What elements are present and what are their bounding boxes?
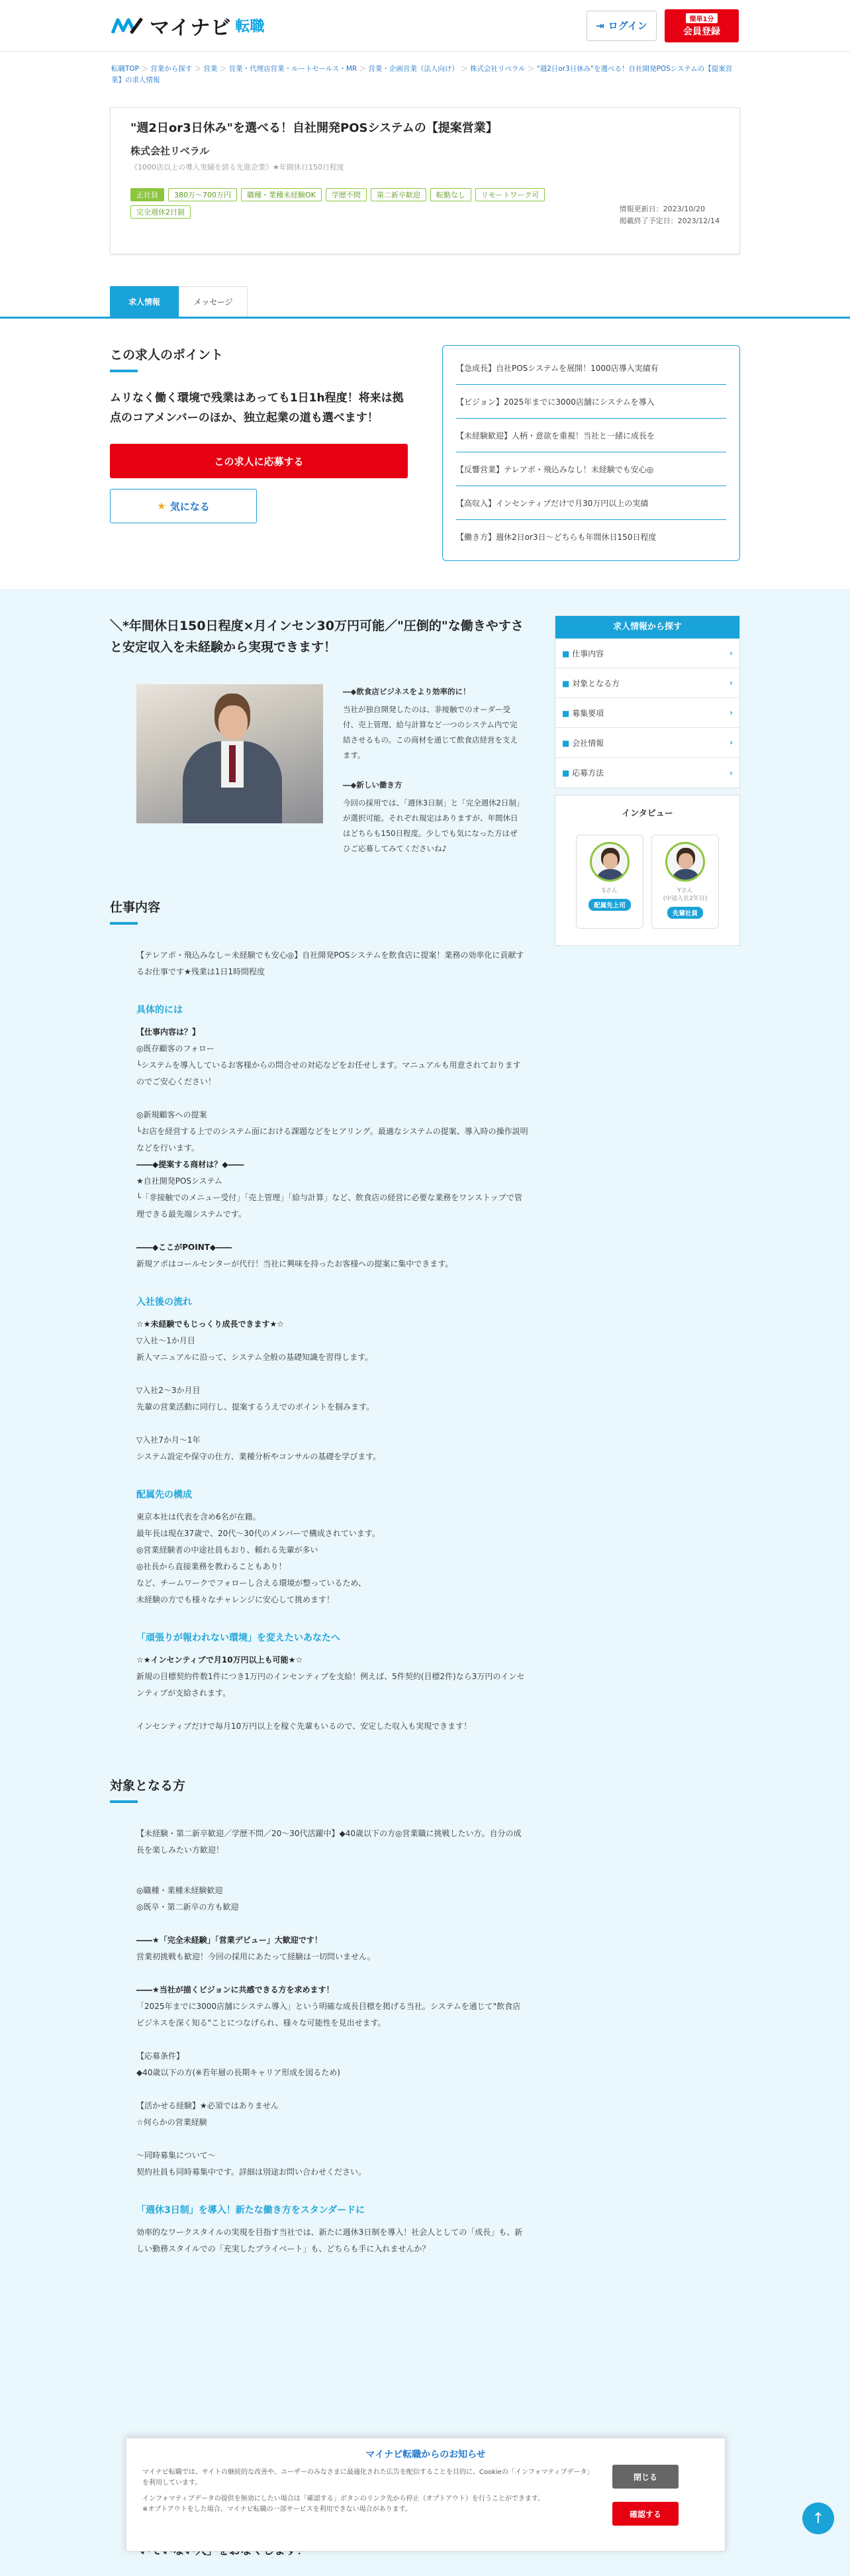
logo[interactable] — [111, 11, 264, 40]
text-line: ◎新規顧客への提案 — [136, 1110, 207, 1119]
job-title: "週2日or3日休み"を選べる！自社開発POSシステムの【提案営業】 — [130, 121, 498, 135]
arrow-up-icon: ↑ — [812, 2510, 825, 2527]
work-subheading: 入社後の流れ — [136, 1297, 192, 1308]
job-tag: リモートワーク可 — [475, 188, 545, 201]
logo-mark-icon — [111, 16, 146, 36]
chevron-right-icon: › — [730, 648, 733, 658]
search-by-section-box — [555, 615, 740, 788]
breadcrumb-item[interactable]: 営業・代理店営業・ルートセールス・MR — [228, 65, 357, 73]
avatar — [590, 842, 630, 882]
site-header — [0, 0, 850, 52]
job-tags — [130, 188, 554, 219]
job-tag: 第二新卒歓迎 — [371, 188, 426, 201]
chevron-right-icon: › — [730, 768, 733, 778]
interview-name: Yさん (中途入社2年目) — [663, 888, 708, 902]
sidebar-link-label: 会社情報 — [572, 738, 604, 748]
sidebar-link[interactable] — [555, 758, 739, 788]
register-label: 会員登録 — [683, 26, 720, 37]
interview-box — [555, 795, 740, 946]
intro-heading: ―◆新しい働き方 — [343, 780, 402, 790]
work-heading: 仕事内容 — [110, 900, 161, 915]
text-line: 〜同時募集について〜 — [136, 2151, 216, 2160]
text-line: 未経験の方でも様々なチャレンジに安心して挑めます！ — [136, 1595, 335, 1604]
sidebar-link[interactable] — [555, 698, 739, 728]
text-bold: ☆★インセンティブで月10万円以上も可能★☆ — [136, 1655, 303, 1665]
sidebar-link-label: 対象となる方 — [572, 678, 620, 688]
point-item: 【ビジョン】2025年までに3000店舗にシステムを導入 — [456, 385, 726, 419]
job-tag: 正社員 — [130, 188, 164, 201]
square-icon: ■ — [562, 678, 570, 688]
target-subheading: 「週休3日制」を導入！新たな働き方をスタンダードに — [136, 2205, 365, 2216]
breadcrumb-item[interactable]: 株式会社リベラル — [470, 65, 526, 73]
text-line: 「2025年までに3000店舗にシステム導入」という明確な成長目標を掲げる当社。システムを通じて"飲食店ビジネスを深く知る"ことにつなげられ、様々な可能性を見出せます。 — [136, 2002, 521, 2028]
avatar — [665, 842, 705, 882]
star-icon: ★ — [157, 500, 166, 512]
sidebar-link[interactable] — [555, 728, 739, 758]
tab-job-info[interactable]: 求人情報 — [110, 286, 179, 317]
sidebar — [555, 615, 740, 946]
text-line: ▽入社2〜3か月目 — [136, 1386, 201, 1395]
register-tag: 簡単1分 — [686, 13, 718, 23]
text-line: 最年長は現在37歳で、20代〜30代のメンバーで構成されています。 — [136, 1529, 380, 1538]
interview-card[interactable] — [576, 835, 643, 929]
points-list — [442, 345, 740, 561]
work-subheading: 「頑張りが報われない環境」を変えたいあなたへ — [136, 1633, 340, 1643]
text-bold: ――★「完全未経験」「営業デビュー」大歓迎です！ — [136, 1935, 322, 1945]
text-line: 【応募条件】 — [136, 2051, 185, 2061]
text-line: ◆40歳以下の方(※若年層の長期キャリア形成を図るため) — [136, 2068, 340, 2077]
job-tag: 職種・業種未経験OK — [241, 188, 322, 201]
job-tag: 転勤なし — [430, 188, 471, 201]
text-bold: ☆★未経験でもじっくり成長できます★☆ — [136, 1319, 285, 1329]
text-line: ☆何らかの営業経験 — [136, 2118, 207, 2127]
text-line: 先輩の営業活動に同行し、提案するうえでのポイントを掴みます。 — [136, 1402, 375, 1412]
text-line: 東京本社は代表を含め6名が在籍。 — [136, 1512, 261, 1521]
company-name[interactable]: 株式会社リベラル — [130, 145, 210, 157]
interview-role-badge: 配属先上司 — [589, 899, 631, 911]
text-line: ▽入社7か月〜1年 — [136, 1435, 201, 1445]
intro-heading: ―◆飲食店ビジネスをより効率的に！ — [343, 687, 471, 696]
text-line: 新人マニュアルに沿って、システム全般の基礎知識を習得します。 — [136, 1353, 373, 1362]
heading-bar — [110, 370, 138, 372]
login-label: ログイン — [608, 20, 647, 32]
point-item: 【働き方】週休2日or3日〜どちらも年間休日150日程度 — [456, 533, 657, 542]
point-item: 【急成長】自社POSシステムを展開！1000店導入実績有 — [456, 351, 726, 385]
text-line: ▽入社〜1か月目 — [136, 1336, 195, 1345]
point-item: 【反響営業】テレアポ・飛込みなし！未経験でも安心◎ — [456, 452, 726, 486]
logo-text: マイナビ — [150, 16, 232, 40]
heading-bar — [110, 922, 138, 925]
chevron-right-icon: › — [730, 678, 733, 688]
main-content — [0, 589, 850, 2576]
interview-heading: インタビュー — [622, 809, 673, 819]
text-line: 新規アポはコールセンターが代行！当社に興味を持ったお客様への提案に集中できます。 — [136, 1259, 453, 1268]
team-details — [136, 1509, 528, 1608]
sidebar-heading: 求人情報から探す — [555, 616, 739, 639]
text-line: ◎既卒・第二新卒の方も歓迎 — [136, 1902, 239, 1912]
apply-button[interactable]: この求人に応募する — [110, 444, 408, 478]
target-text: 効率的なワークスタイルの実現を目指す当社では、新たに週休3日制を導入！社会人としての「成長」も、新しい勤務スタイルでの「充実したプライベート」も、どちらも手に入れませんか？ — [136, 2228, 523, 2253]
end-date: 掲載終了予定日：2023/12/14 — [619, 217, 720, 225]
text-bold: ――◆ここがPOINT◆―― — [136, 1243, 232, 1252]
job-tag: 学歴不問 — [326, 188, 367, 201]
job-tag: 380万〜700万円 — [168, 188, 237, 201]
text-line: インセンティブだけで毎月10万円以上を稼ぐ先輩もいるので、安定した収入も実現できます！ — [136, 1722, 472, 1731]
favorite-button[interactable] — [110, 489, 257, 523]
text-line: ◎既存顧客のフォロー — [136, 1044, 214, 1053]
job-dates — [620, 203, 720, 227]
work-subheading: 具体的には — [136, 1005, 183, 1015]
text-line: ◎社長から直接業務を教わることもあり！ — [136, 1562, 287, 1571]
staff-photo — [136, 684, 323, 823]
updated-date: 情報更新日：2023/10/20 — [619, 205, 705, 213]
intro-block — [136, 684, 528, 856]
work-summary: 【テレアポ・飛込みなし＝未経験でも安心◎】自社開発POSシステムを飲食店に提案！業務の効率化に貢献するお仕事です★残業は1日1時間程度 — [136, 951, 524, 976]
cookie-text-line: ※オプトアウトをした場合、マイナビ転職の一部サービスを利用できない場合があります。 — [142, 2506, 412, 2513]
cookie-text-line: インフォマティブデータの提供を無効にしたい場合は「確認する」ボタンのリンク先から停止（オプトアウト）を行うことができます。 — [142, 2495, 545, 2502]
incentive-details — [136, 1652, 528, 1735]
breadcrumb: 転職TOP ＞ 営業から探す ＞ 営業 ＞ 営業・代理店営業・ルートセールス・MR ＞ 営業・企画営業（法人向け） ＞ 株式会社リベラル ＞ "週2日or3日休み"を選べる！自社開発POSシステムの【提案営業】の求人情報 — [111, 65, 733, 84]
favorite-label: 気になる — [169, 500, 210, 513]
sidebar-link-label: 募集要項 — [572, 708, 604, 718]
text-line: 契約社員も同時募集中です。詳細は別途お問い合わせください。 — [136, 2167, 367, 2177]
cookie-heading: マイナビ転職からのお知らせ — [365, 2449, 486, 2460]
points-text: ムリなく働く環境で残業はあっても1日1h程度！将来は拠点のコアメンバーのほか、独立起業の道も選べます！ — [110, 391, 404, 425]
company-subtitle: 《1000店以上の導入実績を誇る先進企業》★年間休日150日程度 — [130, 163, 344, 172]
target-summary: 【未経験・第二新卒歓迎／学歴不問／20〜30代活躍中】◆40歳以下の方◎営業職に挑戦したい方。自分の成長を楽しみたい方歓迎！ — [136, 1829, 522, 1855]
text-line: └「非接触でのメニュー受付」「売上管理」「給与計算」など、飲食店の経営に必要な業務をワンストップで管理できる最先端システムです。 — [136, 1193, 522, 1219]
logo-sub: 転職 — [235, 19, 265, 35]
text-bold: ――◆提案する商材は？◆―― — [136, 1160, 244, 1169]
job-tag: 完全週休2日制 — [130, 205, 191, 219]
text-line: ◎営業経験者の中途社員もおり、頼れる先輩が多い — [136, 1545, 318, 1555]
chevron-right-icon: › — [730, 738, 733, 747]
text-line: ★自社開発POSシステム — [136, 1176, 222, 1186]
text-bold: ――★当社が描くビジョンに共感できる方を求めます！ — [136, 1985, 334, 1994]
sidebar-link-label: 仕事内容 — [572, 648, 604, 658]
sidebar-link[interactable] — [555, 639, 739, 668]
text-line: 営業初挑戦も歓迎！今回の採用にあたって経験は一切問いません。 — [136, 1952, 375, 1961]
text-line: ◎職種・業種未経験歓迎 — [136, 1886, 223, 1895]
chevron-right-icon: › — [730, 708, 733, 717]
points-heading: この求人のポイント — [110, 348, 224, 362]
text-line: 新規の目標契約件数1件につき1万円のインセンティブを支給！例えば、5件契約(目標2件)なら3万円のインセンティブが支給されます。 — [136, 1672, 525, 1698]
work-subheading: 配属先の構成 — [136, 1490, 192, 1500]
square-icon: ■ — [562, 738, 570, 748]
sidebar-link[interactable] — [555, 668, 739, 698]
work-details — [136, 1024, 528, 1272]
text-line: 【活かせる経験】★必須ではありません — [136, 2101, 279, 2110]
text-line: └お店を経営する上でのシステム面における課題などをヒアリング。最適なシステムの提案、導入時の操作説明などを行います。 — [136, 1127, 528, 1153]
text-bold: 【仕事内容は？】 — [136, 1027, 201, 1037]
breadcrumb-item[interactable]: 営業 — [203, 65, 218, 73]
point-item: 【未経験歓迎】人柄・意欲を重視！当社と一緒に成長を — [456, 419, 726, 452]
breadcrumb-current: "週2日or3日休み"を選べる！自社開発POSシステムの【提案営業】の求人情報 — [111, 65, 733, 84]
onboarding-details — [136, 1316, 528, 1465]
cookie-text — [142, 2467, 592, 2515]
cookie-notice — [126, 2438, 726, 2551]
sidebar-link-label: 応募方法 — [572, 768, 604, 778]
square-icon: ■ — [562, 648, 570, 658]
interview-name: Sさん — [602, 888, 618, 894]
breadcrumb-item[interactable]: 転職TOP — [111, 65, 140, 73]
login-icon: ⇥ — [596, 19, 604, 32]
square-icon: ■ — [562, 708, 570, 718]
login-button[interactable] — [587, 11, 657, 41]
breadcrumb-item[interactable]: 営業・企画営業（法人向け） — [368, 65, 459, 73]
intro-text: 今回の採用では、「週休3日制」と「完全週休2日制」が選択可能。それぞれ規定はありますが、年間休日はどちらも150日程度。少しでも気になった方はぜひご応募してみてくださいね♪ — [343, 798, 520, 853]
text-line: └システムを導入しているお客様からの問合せの対応などをお任せします。マニュアルも用意されておりますのでご安心ください！ — [136, 1060, 521, 1086]
interview-card[interactable] — [651, 835, 719, 929]
cookie-close-button[interactable]: 閉じる — [612, 2465, 679, 2489]
cookie-text-line: マイナビ転職では、サイトの継続的な改善や、ユーザーのみなさまに最適化された広告を配信することを目的に、Cookieの「インフォマティブデータ」を利用しています。 — [142, 2469, 590, 2487]
square-icon: ■ — [562, 768, 570, 778]
register-button[interactable] — [665, 9, 739, 42]
tab-message[interactable]: メッセージ — [179, 286, 248, 317]
job-points-section — [110, 319, 740, 589]
interview-role-badge: 先輩社員 — [667, 907, 703, 919]
text-line: システム設定や保守の仕方、業種分析やコンサルの基礎を学びます。 — [136, 1452, 381, 1461]
intro-text: 当社が独自開発したのは、非接触でのオーダー受付、売上管理、給与計算など一つのシステム内で完結させるもの。この商材を通じて飲食店経営を支えます。 — [343, 705, 518, 760]
lead-heading: ＼*年間休日150日程度×月インセン30万円可能／"圧倒的"な働きやすさと安定収入を未経験から実現できます！ — [110, 619, 524, 654]
breadcrumb-item[interactable]: 営業から探す — [150, 65, 193, 73]
heading-bar — [110, 1800, 138, 1803]
scroll-to-top-button[interactable] — [802, 2502, 834, 2534]
cookie-confirm-button[interactable]: 確認する — [612, 2502, 679, 2526]
target-details — [136, 1882, 528, 2181]
target-heading: 対象となる方 — [110, 1778, 186, 1793]
job-summary-card — [110, 107, 740, 254]
point-item: 【高収入】インセンティブだけで月30万円以上の実績 — [456, 486, 726, 520]
tab-bar — [110, 286, 740, 317]
text-line: など、チームワークでフォローし合える環境が整っているため、 — [136, 1578, 366, 1588]
